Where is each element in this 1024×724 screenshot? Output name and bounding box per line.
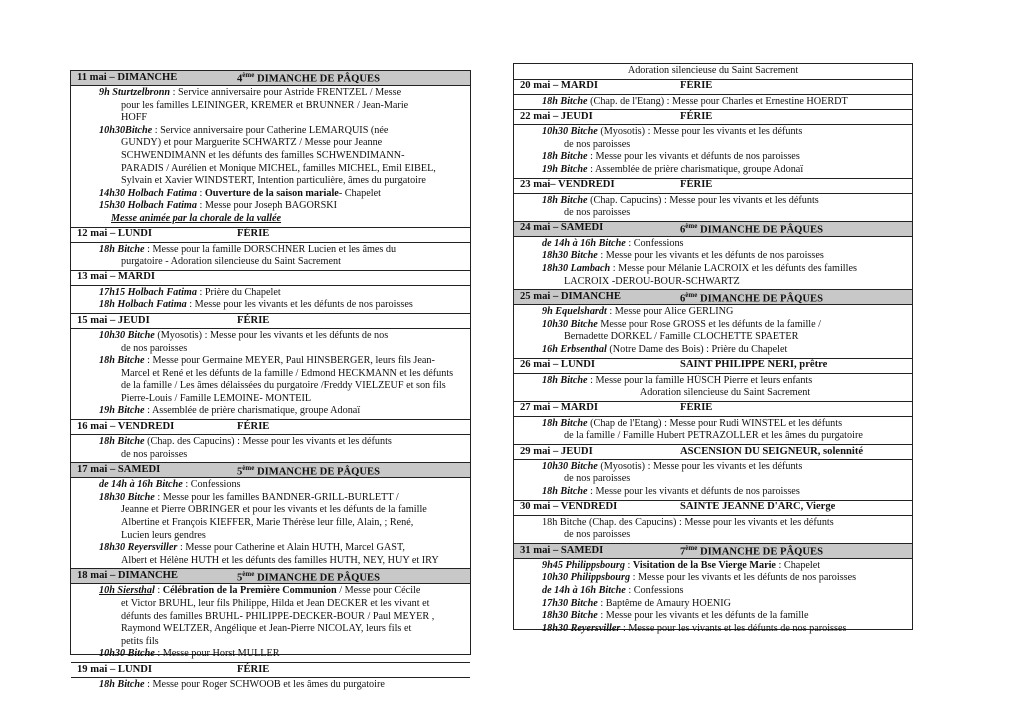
- entry-line: [542, 375, 908, 388]
- place-time: 18h Holbach Fatima: [99, 299, 187, 311]
- day-entries: [71, 243, 470, 270]
- entry-text: Marcel et René et les défunts de la famille / Edmond HECKMANN et les défunts: [121, 367, 454, 379]
- adoration-line: Adoration silencieuse du Saint Sacrement: [627, 65, 799, 76]
- entry-text: de la famille / Les âmes délaissées du purgatoire /Freddy VIELZEUF et son fils: [121, 380, 446, 392]
- place-time: 18h Bitche: [542, 374, 588, 386]
- entry-line: [542, 572, 908, 585]
- day-date: 18 mai – DIMANCHE: [77, 570, 178, 582]
- entry-text: (Myosotis) : Messe pour les vivants et les défunts: [597, 126, 803, 138]
- day-date: 13 mai – MARDI: [77, 271, 155, 283]
- place-time: 10h30 Bitche: [542, 318, 598, 330]
- entry-line: [542, 598, 908, 611]
- day-header: [514, 358, 912, 374]
- day-title: FÉRIE: [237, 314, 270, 326]
- place-time: 18h Bitche: [542, 417, 588, 429]
- day-entries: [71, 584, 470, 662]
- day-date: 19 mai – LUNDI: [77, 663, 153, 675]
- entry-text: :: [196, 187, 205, 199]
- entry-text: Raymond WELTZER, Angélique et Jean-Pierre NICOLAY, leurs fils et: [121, 623, 412, 635]
- day-header: [71, 462, 470, 478]
- entry-text: : Baptême de Amaury HOENIG: [597, 597, 732, 609]
- entry-text: et Victor BRUHL, leur fils Philippe, Hilda et Jean DECKER et les vivant et: [121, 598, 430, 609]
- entry-line: [99, 100, 466, 113]
- entry-text: LACROIX -DEROU-BOUR-SCHWARTZ: [564, 275, 740, 287]
- entry-text: :: [624, 559, 633, 571]
- day-title: 4ème DIMANCHE DE PÂQUES: [237, 71, 381, 85]
- place-time: 17h15 Holbach Fatima: [99, 286, 197, 298]
- place-time: 17h30 Bitche: [542, 597, 598, 609]
- place-time: 10h Sierstha: [99, 585, 152, 597]
- entry-line: [542, 164, 908, 177]
- entry-line: [99, 636, 466, 649]
- day-entries: [71, 678, 470, 693]
- place-time: 18h Bitche: [99, 436, 145, 448]
- day-date: 11 mai – DIMANCHE: [77, 71, 178, 83]
- entry-line: [99, 244, 466, 257]
- day-title: FÉRIE: [237, 420, 270, 432]
- place-time: de 14h à 16h Bitche: [542, 237, 626, 249]
- entry-text: HOFF: [121, 112, 148, 124]
- day-entries: [514, 194, 912, 221]
- entry-line: [99, 213, 466, 226]
- entry-text: de nos paroisses: [121, 342, 188, 354]
- entry-text: de nos paroisses: [564, 473, 631, 485]
- entry-text: :: [154, 585, 163, 597]
- day-entries: [514, 460, 912, 500]
- entry-text: : Confessions: [182, 479, 241, 491]
- entry-text: purgatoire - Adoration silencieuse du Saint Sacrement: [121, 256, 341, 268]
- day-date: 26 mai – LUNDI: [520, 359, 596, 371]
- entry-line: [99, 504, 466, 517]
- day-entries: [514, 95, 912, 110]
- entry-line: [99, 163, 466, 176]
- entry-line: [542, 151, 908, 164]
- day-date: 30 mai – VENDREDI: [520, 501, 618, 513]
- entry-text: Pierre-Louis / Famille LEMOINE- MONTEIL: [121, 392, 312, 404]
- entry-text: de nos paroisses: [564, 207, 631, 219]
- entry-text: pour les familles LEININGER, KREMER et BRUNNER / Jean-Marie: [121, 99, 409, 111]
- place-time: 18h30 Bitche: [542, 250, 598, 262]
- entry-line: [542, 195, 908, 208]
- entry-text: - Chapelet: [338, 187, 381, 199]
- entry-line: [542, 486, 908, 499]
- day-date: 27 mai – MARDI: [520, 402, 598, 414]
- entry-text: : Messe pour Catherine et Alain HUTH, Marcel GAST,: [177, 542, 405, 554]
- entry-text: GUNDY) et pour Marguerite SCHWARTZ / Messe pour Jeanne: [121, 137, 383, 149]
- place-time: 19h Bitche: [542, 163, 588, 175]
- entry-text: (Chap de l'Etang) : Messe pour Rudi WINSTEL et les défunts: [587, 417, 843, 429]
- day-header: [71, 419, 470, 435]
- entry-line: [99, 449, 466, 462]
- entry-text: : Messe pour Alice GERLING: [606, 306, 734, 318]
- day-entries: [71, 286, 470, 313]
- entry-line: [99, 479, 466, 492]
- entry-line: [99, 542, 466, 555]
- entry-line: [542, 207, 908, 220]
- place-time: 18h Bitche: [99, 243, 145, 255]
- entry-text: : Messe pour Horst MULLER: [154, 648, 280, 660]
- place-time: 18h Bitche: [542, 95, 588, 107]
- entry-text: Lucien leurs gendres: [121, 529, 206, 541]
- place-time: 10h30 Bitche: [542, 126, 598, 138]
- entry-line: [99, 492, 466, 505]
- place-time: 18h30 Reyersviller: [99, 542, 178, 554]
- entry-text: petits fils: [121, 635, 159, 647]
- entry-text: : Messe pour la famille HÜSCH Pierre et leurs enfants: [587, 374, 813, 386]
- day-title: FÉRIE: [237, 663, 270, 675]
- entry-line: [99, 87, 466, 100]
- entry-line: [99, 287, 466, 300]
- day-title: 7ème DIMANCHE DE PÂQUES: [680, 544, 824, 558]
- day-header: [514, 79, 912, 95]
- entry-text: SCHWENDIMANN et les défunts des familles SCHWENDIMANN-: [121, 149, 405, 161]
- entry-line: [99, 611, 466, 624]
- entry-line: [99, 368, 466, 381]
- day-entries: [514, 237, 912, 289]
- day-title: FÉRIE: [680, 80, 713, 92]
- day-header: [514, 401, 912, 417]
- entry-line: [99, 679, 466, 692]
- day-header: [514, 221, 912, 237]
- place-time: 18h30 Lambach: [542, 262, 611, 274]
- place-time: 10h30Bitche: [99, 124, 153, 136]
- day-date: 17 mai – SAMEDI: [77, 463, 161, 475]
- entry-line: [99, 623, 466, 636]
- place-time: 9h45 Philippsbourg: [542, 559, 625, 571]
- entry-line: [99, 585, 466, 598]
- entry-text: : Chapelet: [775, 559, 821, 571]
- entry-text: Jeanne et Pierre OBRINGER et pour les vivants et les défunts de la famille: [121, 504, 427, 516]
- entry-line: [99, 330, 466, 343]
- entry-line: [99, 648, 466, 661]
- entry-line: [99, 125, 466, 138]
- day-date: 15 mai – JEUDI: [77, 314, 150, 326]
- entry-text: défunts des familles BRUHL- PHILIPPE-DECKER-BOUR / Paul MEYER ,: [121, 610, 435, 622]
- entry-line: [542, 276, 908, 289]
- entry-text: : Confessions: [625, 237, 684, 249]
- entry-text: : Messe pour les vivants et défunts de nos paroisses: [587, 151, 800, 163]
- day-date: 29 mai – JEUDI: [520, 445, 593, 457]
- entry-line: [99, 393, 466, 406]
- day-title: FÉRIE: [680, 402, 713, 414]
- entry-text: de nos paroisses: [121, 448, 188, 460]
- entry-line: [542, 238, 908, 251]
- entry-line: [99, 517, 466, 530]
- day-title: SAINT PHILIPPE NERI, prêtre: [680, 359, 828, 371]
- day-title: 5ème DIMANCHE DE PÂQUES: [237, 463, 381, 478]
- entry-text: : Prière du Chapelet: [196, 286, 281, 298]
- day-header: [71, 227, 470, 243]
- entry-text: : Messe pour les vivants et les défunts de nos paroisses: [597, 250, 824, 262]
- day-date: 24 mai – SAMEDI: [520, 222, 604, 234]
- entry-line: [542, 250, 908, 263]
- day-entries: [514, 374, 912, 401]
- entry-line: [542, 585, 908, 598]
- entry-text: (Chap. de l'Etang) : Messe pour Charles et Ernestine HOERDT: [587, 95, 848, 107]
- entry-text: Sylvain et Xavier WINDSTERT, Intention particulière, âmes du purgatoire: [121, 175, 426, 187]
- entry-text: (Myosotis) : Messe pour les vivants et les défunts de nos: [154, 329, 389, 341]
- place-time: 16h Erbsenthal: [542, 343, 607, 355]
- day-date: 25 mai – DIMANCHE: [520, 290, 621, 302]
- entry-line: [542, 517, 908, 530]
- entry-line: [542, 461, 908, 474]
- day-date: 31 mai – SAMEDI: [520, 544, 604, 556]
- place-time: 18h30 Reyersviller: [542, 622, 621, 634]
- entry-text: (Myosotis) : Messe pour les vivants et les défunts: [597, 460, 803, 472]
- place-time: Messe animée par la chorale de la vallée: [111, 212, 282, 224]
- entry-text: : Messe pour les vivants et les défunts de nos paroisses: [620, 622, 847, 634]
- day-title: FÉRIE: [680, 110, 713, 122]
- day-header: [514, 289, 912, 305]
- day-title: FÉRIE: [237, 228, 270, 240]
- entry-text: : Messe pour Mélanie LACROIX et les défunts des familles: [610, 262, 857, 274]
- entry-text: : Service anniversaire pour Catherine LEMARQUIS (née: [152, 124, 389, 136]
- entry-line: [542, 139, 908, 152]
- entry-line: [99, 137, 466, 150]
- entry-text: : Service anniversaire pour Astride FRENTZEL / Messe: [170, 87, 402, 98]
- entry-line: [99, 530, 466, 543]
- entry-text: : Messe pour les vivants et les défunts de nos paroisses: [630, 572, 857, 584]
- day-header: [514, 178, 912, 194]
- entry-text: : Messe pour les vivants et défunts de nos paroisses: [587, 486, 800, 498]
- place-time: 10h30 Philippsbourg: [542, 572, 631, 584]
- day-title: 5ème DIMANCHE DE PÂQUES: [237, 569, 381, 584]
- day-header: [71, 313, 470, 329]
- entry-line: [99, 200, 466, 213]
- entry-line: [542, 529, 908, 542]
- entry-text: : Messe pour les vivants et les défunts de nos paroisses: [186, 299, 413, 311]
- day-date: 22 mai – JEUDI: [520, 110, 593, 122]
- entry-line: [99, 343, 466, 356]
- place-time: l: [151, 585, 155, 597]
- schedule-column-left: [70, 70, 471, 690]
- day-entries: [71, 478, 470, 568]
- entry-text: de nos paroisses: [564, 138, 631, 150]
- day-entries: [514, 516, 912, 543]
- schedule-column-right: [513, 63, 913, 634]
- entry-line: [99, 436, 466, 449]
- entry-text: : Confessions: [625, 585, 684, 597]
- entry-text: de la famille / Famille Hubert PETRAZOLLER et les âmes du purgatoire: [564, 430, 863, 442]
- day-header: [514, 500, 912, 516]
- day-title: FÉRIE: [680, 179, 713, 191]
- entry-line: [542, 387, 908, 400]
- place-time: de 14h à 16h Bitche: [99, 479, 183, 491]
- day-header: [514, 543, 912, 559]
- place-time: 18h Bitche: [99, 678, 145, 690]
- place-time: 14h30 Holbach Fatima: [99, 187, 197, 199]
- entry-line: [542, 473, 908, 486]
- day-header: [514, 444, 912, 460]
- day-title: SAINTE JEANNE D'ARC, Vierge: [680, 501, 836, 513]
- place-time: 18h Bitche: [99, 355, 145, 367]
- entry-line: [99, 299, 466, 312]
- entry-line: [542, 623, 908, 636]
- entry-text: : Assemblée de prière charismatique, groupe Adonaï: [587, 163, 804, 175]
- entry-text: Albertine et François KIEFFER, Marie Thérèse leur fille, Alain, ; René,: [121, 517, 414, 529]
- day-header: [71, 71, 470, 86]
- place-time: 18h Bitche: [542, 194, 588, 206]
- day-date: 12 mai – LUNDI: [77, 228, 153, 240]
- day-entries: [514, 305, 912, 357]
- entry-line: [99, 555, 466, 568]
- day-entries: [514, 125, 912, 177]
- entry-text: (Notre Dame des Bois) : Prière du Chapelet: [606, 343, 788, 355]
- entry-text: 18h Bitche (Chap. des Capucins) : Messe pour les vivants et les défunts: [542, 516, 834, 528]
- entry-line: [99, 112, 466, 125]
- entry-line: [99, 598, 466, 611]
- day-date: 23 mai– VENDREDI: [520, 179, 615, 191]
- entry-line: [99, 150, 466, 163]
- entry-line: [99, 380, 466, 393]
- day-entries: [514, 417, 912, 444]
- entry-line: [99, 405, 466, 418]
- day-entries: [71, 329, 470, 419]
- day-header: [71, 568, 470, 584]
- entry-line: [542, 418, 908, 431]
- entry-text: Adoration silencieuse du Saint Sacrement: [639, 387, 811, 399]
- place-time: 10h30 Bitche: [542, 460, 598, 472]
- entry-text: Bernadette DORKEL / Famille CLOCHETTE SPAETER: [564, 331, 799, 343]
- day-entries: [71, 86, 470, 227]
- entry-line: [99, 175, 466, 188]
- entry-text: : Messe pour Germaine MEYER, Paul HINSBERGER, leurs fils Jean-: [144, 355, 435, 367]
- entry-highlight: Visitation de la Bse Vierge Marie: [632, 559, 776, 571]
- entry-text: : Assemblée de prière charismatique, groupe Adonaï: [144, 405, 361, 417]
- day-title: 6ème DIMANCHE DE PÂQUES: [680, 222, 824, 236]
- place-time: 10h30 Bitche: [99, 329, 155, 341]
- entry-line: [542, 306, 908, 319]
- entry-text: de nos paroisses: [564, 529, 631, 541]
- day-entries: [514, 559, 912, 637]
- place-time: 9h Sturtzelbronn: [99, 87, 171, 98]
- entry-line: [542, 344, 908, 357]
- entry-text: PARADIS / Aurélien et Monique MICHEL, familles MICHEL, Emil EIBEL,: [121, 162, 436, 174]
- place-time: 10h30 Bitche: [99, 648, 155, 660]
- day-date: 16 mai – VENDREDI: [77, 420, 175, 432]
- day-header: [514, 109, 912, 125]
- entry-line: [542, 560, 908, 573]
- entry-text: : Messe pour Joseph BAGORSKI: [196, 200, 338, 212]
- place-time: de 14h à 16h Bitche: [542, 585, 626, 597]
- entry-line: [99, 256, 466, 269]
- entry-line: [542, 610, 908, 623]
- day-entries: [71, 435, 470, 462]
- day-date: 20 mai – MARDI: [520, 80, 598, 92]
- place-time: 9h Equelshardt: [542, 306, 607, 318]
- entry-line: [542, 430, 908, 443]
- entry-highlight: Ouverture de la saison mariale: [204, 187, 339, 199]
- day-header: [71, 270, 470, 286]
- entry-line: [99, 355, 466, 368]
- entry-text: Messe pour Rose GROSS et les défunts de la famille /: [597, 318, 822, 330]
- entry-line: [542, 331, 908, 344]
- place-time: 18h Bitche: [542, 151, 588, 163]
- day-title: ASCENSION DU SEIGNEUR, solennité: [680, 445, 864, 457]
- place-time: 18h30 Bitche: [542, 610, 598, 622]
- entry-text: : Messe pour les familles BANDNER-GRILL-BURLETT /: [154, 491, 399, 503]
- place-time: 18h30 Bitche: [99, 491, 155, 503]
- entry-highlight: Célébration de la Première Communion: [162, 585, 337, 597]
- entry-line: [542, 96, 908, 109]
- entry-text: (Chap. des Capucins) : Messe pour les vivants et les défunts: [144, 436, 392, 448]
- entry-line: [542, 263, 908, 276]
- entry-text: / Messe pour Cécile: [336, 585, 421, 597]
- entry-text: : Messe pour Roger SCHWOOB et les âmes du purgatoire: [144, 678, 385, 690]
- place-time: 19h Bitche: [99, 405, 145, 417]
- entry-text: Albert et Hélène HUTH et les défunts des familles HUTH, NEY, HUY et IRY: [121, 554, 439, 566]
- entry-line: [99, 188, 466, 201]
- entry-text: : Messe pour les vivants et les défunts de la famille: [597, 610, 809, 622]
- entry-line: [542, 319, 908, 332]
- entry-line: [542, 126, 908, 139]
- place-time: 18h Bitche: [542, 486, 588, 498]
- day-title: 6ème DIMANCHE DE PÂQUES: [680, 290, 824, 305]
- day-header: [71, 662, 470, 678]
- place-time: 15h30 Holbach Fatima: [99, 200, 197, 212]
- entry-text: (Chap. Capucins) : Messe pour les vivants et les défunts: [587, 194, 819, 206]
- entry-text: : Messe pour la famille DORSCHNER Lucien et les âmes du: [144, 243, 397, 255]
